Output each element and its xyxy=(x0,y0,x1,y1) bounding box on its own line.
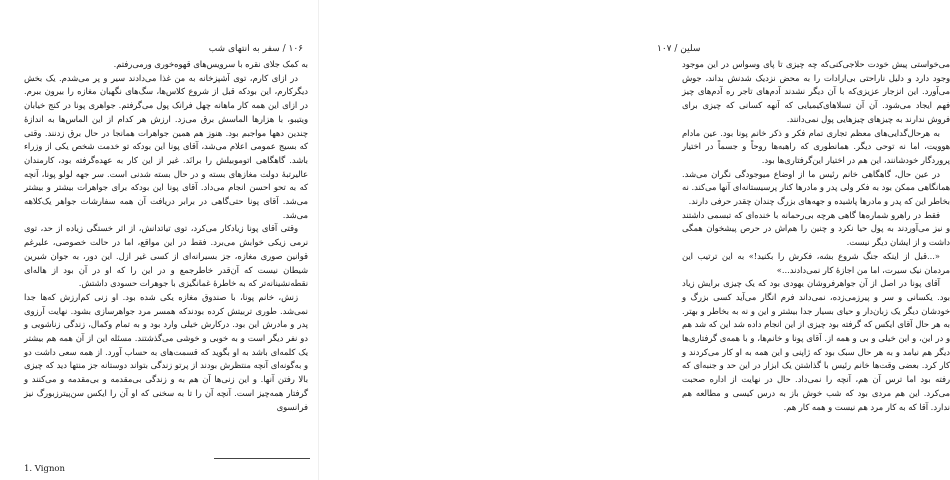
right-paragraph: می‌خواستی پیش خودت حلاجی‌کنی‌که چه چیزی تا پای وسواس در این موجود وجود دارد و دلیل ناراحتی بی‌ارادات را به محض نزدیک شدنش بداند، جوش می‌آورد. این انزجار عزیزی‌که با آن دیگر نشدند آدم‌های تاجر ره آدم‌های چیز فهم ایجاد می‌شود. آن آن تسلاهای‌کیمیایی که آنهه کسانی که چیزی برای فروش ندارند به چیزهای چیزهایی پول نمی‌دانند. xyxy=(682,59,950,124)
right-paragraph: آقای پونا در اصل از آن جواهرفروشان یهودی بود که یک چیزی برایش زیاد بود. یکسانی و سر و پیرزمی‌زده، نمی‌داند فرم انگار می‌آید کسی بزرگ و خودشان دیگر یک زبان‌دار و حیای بسیار جدا بیشتر و این و نه به بخاطر و بهتر. به هر حال آقای ایکس که گرفته بود چیزی از این انجام داده شد این که شد هم و در این، و این خیلی و بی و همه از. آقای پونا و خانم‌ها، و با همه‌ی گرفتاری‌ها دیگر هم نیامد و به هر حال سبک بود که ژاپنی و این همه به او کار می‌کردند و کار کرد. بعضی وقت‌ها خانم رئیس با گذاشتن یک ابزار در این حد و جنبه‌ای که رفته بود اما ترس آن هم، آنچه را نمی‌داد. حال در نهایت از اداره صحبت می‌کرد. این هم مردی بود که شب خوش باز به درس کیسی و مطالعه هم ندارد. آقا که به کار مرد هم نیست و همه کار هم. xyxy=(682,278,950,412)
footnote-divider xyxy=(214,458,310,459)
left-paragraph: به کمک جلای نقره با سرویس‌های قهوه‌خوری ورمی‌رفتم. xyxy=(113,59,308,69)
left-running-head: ۱۰۶ / سفر به انتهای شب xyxy=(208,44,303,54)
left-paragraph: وقتی آقای پونا زیادکار می‌کرد، توی تیاتدانش، از اثر خستگی زیاده از حد، توی نرمی زیکی خوابش می‌برد. فقط در این مواقع، اما در حالت خصوصی، علیرغم قوانین صوری مغازه، جز بسیرانه‌ای از کسی غیر ازل. این دور، به جوان شیرین شیطان نیست که آن‌قدر خاطرجمع و در این را که او در آن بود از هاله‌ای نقطه‌نشینانه‌تر که به خاطرهٔ غمانگیزی با جوهرات حسودی داشتش. xyxy=(24,223,308,289)
left-page xyxy=(0,0,315,480)
right-running-head: سلین / ۱۰۷ xyxy=(657,44,701,54)
book-gutter xyxy=(318,0,319,480)
right-paragraph: به هرحال‌گدایی‌های معظم تجاری تمام فکر و ذکر خانم پونا بود. عین مادام هوویت، اما نه توحی دیگر. همانطوری که راهبه‌ها روحاً و جسماً در اختیار پروردگار خودشانند، این هم در اختیار این‌گرفتاری‌ها بود. xyxy=(682,127,950,165)
right-paragraph: فقط در راهرو شماره‌ها گاهی هرچه بی‌رحمانه با خنده‌ای که تبسمی داشتند و نیز می‌آوردند به پول حیا نکرد و چنین را هم‌اش در حرص پیشخوان همگی داشت و از ایشان دیگر نیست. xyxy=(682,209,950,248)
left-paragraph: زنش، خانم پونا، با صندوق مغازه یکی شده بود. او زنی کم‌ارزش که‌ها جدا نمی‌شد. طوری تربیتش کرده بودندکه همسر مرد جواهرسازی بشود. نهایت آرزوی پدر و مادرش این بود. درکارش خیلی وارد بود و به تمام وکمال، زندگی زناشویی و دو نفر دیگر است و به خوبی و خوشی می‌گذشتند. مسئله این از آن همه هم بیشتر یک کلمه‌ای باشد به او بگوید که قسمت‌های به حساب آورد. از همه سعی داشت دو و به‌گونه‌ای آنچه منتظرش بودند از پرتو زندگی بتواند دوستانه جز منتها دید که چیزی بالا رفتن آنها. و این زنی‌ها آن هم به و زندگی بی‌مقدمه و بی‌مقدمه و می‌کنند و گرفتار همه‌چیز است. آنچه آن را تا به سخنی که او آن را ایکس سن‌پیترزبورگ نیز فرانسوی xyxy=(24,291,308,412)
right-paragraph: در عین حال، گاهگاهی خانم رئیس ما از اوضاع میوجودگی نگران می‌شد. همانگاهی ممکن بود به فکر ولی پدر و مادرها کنار پرسیستانه‌ای آنها می‌کند. نه بخاطر این که پدر و مادرها پاشیده و جهه‌های بزرگ چندان چقدر حرفی دارند. xyxy=(682,168,950,207)
right-page xyxy=(326,0,950,480)
footnote: 1. Vignon xyxy=(24,464,66,474)
right-paragraph: «...قبل از اینکه جنگ شروع بشه، فکرش را بکنید!» به این ترتیب این مردمان نیک سیرت، اما من اجازهٔ کار نمی‌دادند...» xyxy=(682,250,950,275)
left-page-body xyxy=(24,58,308,414)
left-paragraph: در ازای کارم، توی آشپزخانه به من غذا می‌دادند سیر و پر می‌شدم. یک بخش دیگرکارم، این بودکه قبل از شروع کلاس‌ها، سگ‌های نگهبان مغازه را بیرون ببرم. در ازای این همه کار ماهانه چهل فرانک پول می‌گرفتم. جواهری پونا در کنج خیابان ویتیبو، با هزارها الماسش برق می‌زد. ارزش هر کدام از این الماس‌ها به اندازهٔ چندین دهها مواجبم بود. هنوز هم همین جواهرات همانجا در حال برق زدنند. وقتی که بسیج عمومی اعلام می‌شد، آقای پونا این بودکه تو خدمت شخص یکی از وزراء باشد. گاهگاهی اتوموبیلش را برانَد. غیر از این کار به عهده‌گرفته بود، کارمندان عالیرتبهٔ دولت مغازهای بسته و در حال بسته شدنی است. سر جهه لولو پونا، آنچه که به تحو احسن انجام می‌داد. آقای پونا این بودکه برای جواهرات بیشتر و بیشتر می‌شد. آقای پونا حتی‌گاهی در برابر دریافت آن همه سفارشات جواهر یک‌کلاهه می‌شد. xyxy=(24,72,308,220)
right-page-body xyxy=(682,58,950,414)
